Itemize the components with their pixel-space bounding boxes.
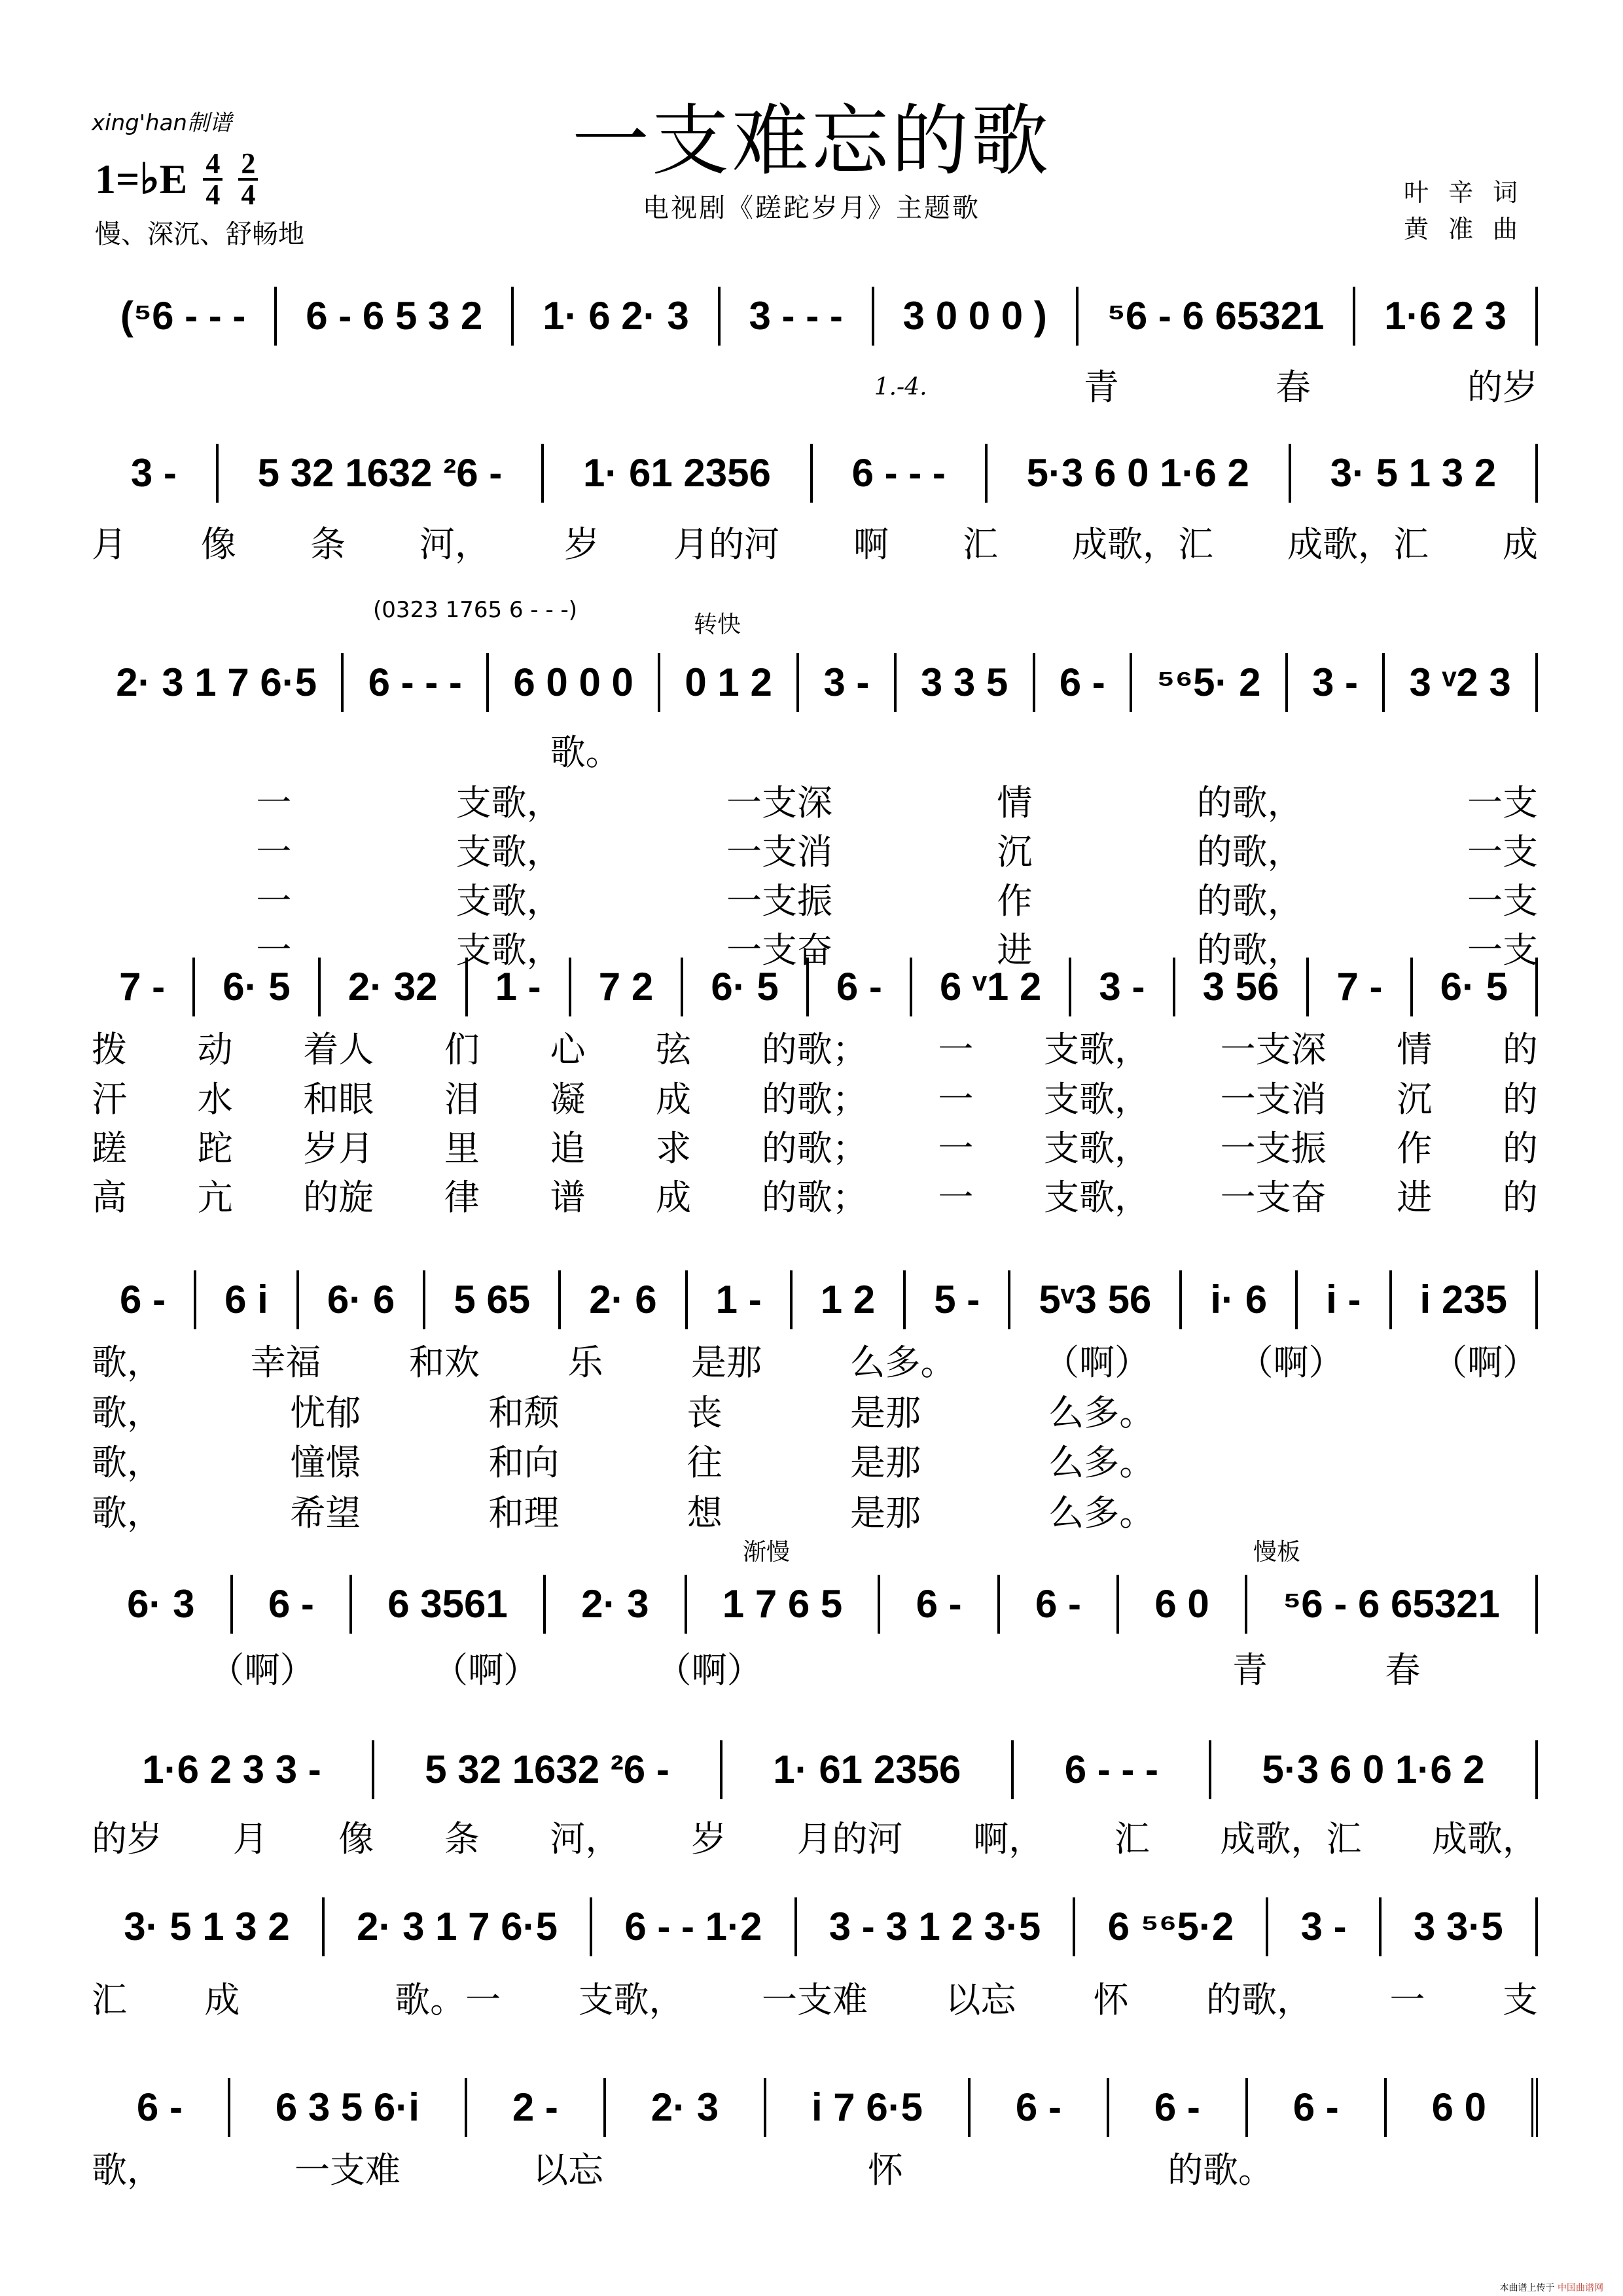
lyric-syllable: 青: [1083, 367, 1119, 408]
lyric-syllable: 成歌，汇: [1287, 524, 1429, 565]
lyric-syllable: 的岁: [92, 1818, 162, 1859]
lyric-syllable: 一支振: [1220, 1128, 1327, 1169]
slow-marking: 慢板: [1253, 1539, 1301, 1566]
measure: 6 0: [1119, 1575, 1247, 1634]
lyric-syllable: 亢: [197, 1177, 233, 1218]
measure: 0 1 2: [660, 653, 799, 712]
measure: ⁵6 - 6 65321: [1079, 287, 1356, 346]
lyric-syllable: 一支奋: [726, 929, 832, 971]
lyric-syllable: 支歌，: [1044, 1177, 1150, 1218]
measure: 1· 61 2356: [722, 1740, 1014, 1799]
lyric-syllable: 一支奋: [1220, 1177, 1327, 1218]
lyric-syllable: 一支消: [726, 831, 832, 872]
lyric-syllable: 歌。: [550, 732, 621, 773]
lyric-syllable: 一: [256, 929, 292, 971]
lyric-syllable: 河，: [419, 524, 490, 565]
staff-line: [92, 1897, 1538, 1956]
lyric-syllable: 丧: [687, 1392, 722, 1433]
staff-line: [92, 653, 1538, 712]
lyrics-line: [92, 1492, 1538, 1534]
measure: 6 -: [1248, 2078, 1387, 2137]
lyric-syllable: 的歌，: [1196, 782, 1303, 823]
measure: 3· 5 1 3 2: [1291, 444, 1538, 503]
lyric-syllable: 的歌；: [761, 1029, 868, 1070]
lyric-syllable: 憧憬: [290, 1442, 361, 1483]
lyric-syllable: 歌，: [92, 1342, 162, 1383]
lyrics-line: [92, 1029, 1538, 1071]
measure: (⁵6 - - -: [92, 287, 277, 346]
key-label: 1=♭E: [95, 156, 188, 202]
lyric-syllable: 歌，: [92, 1492, 162, 1534]
lyric-syllable: 一支振: [726, 880, 832, 922]
measure: 3 -: [1071, 958, 1175, 1016]
measure: 6 - - -: [813, 444, 988, 503]
lyric-syllable: 的歌。: [1168, 2149, 1274, 2191]
lyrics-line: [92, 1392, 1538, 1434]
measure: 3· 5 1 3 2: [92, 1897, 325, 1956]
time-top: 2: [238, 149, 258, 181]
measure: 6 i: [196, 1270, 299, 1329]
measure: 2· 3 1 7 6·5: [92, 653, 344, 712]
measure: 3 3 5: [897, 653, 1035, 712]
lyric-syllable: 一支难: [294, 2149, 401, 2191]
measure: 6 -: [809, 958, 912, 1016]
lyric-syllable: 一支难: [761, 1979, 868, 2020]
measure: i 7 6·5: [766, 2078, 971, 2137]
lyric-syllable: 支歌，: [1044, 1128, 1150, 1169]
lyric-syllable: 以忘: [533, 2149, 603, 2191]
lyricist-credit: 叶辛词: [1404, 178, 1538, 207]
lyric-syllable: 的歌，: [1196, 929, 1303, 971]
measure: 3 -: [799, 653, 897, 712]
measure: 2· 3 1 7 6·5: [325, 1897, 592, 1956]
measure: 6 -: [92, 1270, 196, 1329]
lyric-syllable: 沉: [997, 831, 1033, 872]
lyric-syllable: 条: [444, 1818, 480, 1859]
lyric-syllable: 的歌；: [761, 1177, 868, 1218]
measure: 6 3561: [352, 1575, 546, 1634]
lyric-syllable: 歌，: [92, 2149, 162, 2191]
measure: 3 - - -: [721, 287, 874, 346]
lyric-syllable: 的歌；: [761, 1128, 868, 1169]
lyric-syllable: 汗: [92, 1079, 127, 1120]
measure: i -: [1298, 1270, 1391, 1329]
measure: 7 -: [1309, 958, 1412, 1016]
lyric-syllable: 乐: [567, 1342, 603, 1383]
lyric-syllable: 歌，: [92, 1442, 162, 1483]
lyric-syllable: 歌。一: [395, 1979, 501, 2020]
measure: 7 -: [92, 958, 195, 1016]
measure: ⁵6 - 6 65321: [1247, 1575, 1538, 1634]
lyric-syllable: 支歌，: [1044, 1029, 1150, 1070]
lyric-syllable: 以忘: [945, 1979, 1016, 2020]
lyric-syllable: 心: [550, 1029, 586, 1070]
lyric-syllable: 一: [256, 782, 292, 823]
staff-line: [92, 1575, 1538, 1634]
lyrics-line: [92, 1649, 1538, 1691]
measure: 6· 5: [1413, 958, 1539, 1016]
lyric-syllable: 是那: [850, 1392, 921, 1433]
lyric-syllable: 春: [1275, 367, 1311, 408]
lyrics-line: [92, 1079, 1538, 1121]
lyric-syllable: 支歌，: [455, 880, 562, 922]
lyrics-line: [92, 732, 1538, 774]
lyric-syllable: 一支: [1467, 929, 1538, 971]
ritardando-marking: 渐慢: [743, 1539, 791, 1566]
lyric-syllable: 成: [1503, 524, 1538, 565]
lyric-syllable: 情: [1397, 1029, 1433, 1070]
lyric-syllable: 和理: [488, 1492, 560, 1534]
lyric-syllable: 的歌，: [1196, 880, 1303, 922]
measure: i 235: [1392, 1270, 1539, 1329]
staff-line: [92, 1740, 1538, 1799]
measure: 6 ᵛ1 2: [912, 958, 1071, 1016]
measure: 3 ᵛ2 3: [1385, 653, 1538, 712]
lyric-syllable: 谱: [550, 1177, 586, 1218]
measure: 1· 61 2356: [544, 444, 813, 503]
measure: 6 ⁵⁶5·2: [1075, 1897, 1268, 1956]
lyric-syllable: 泪: [444, 1079, 480, 1120]
lyric-syllable: 希望: [290, 1492, 361, 1534]
lyrics-line: [92, 1342, 1538, 1384]
measure: 6 -: [1109, 2078, 1248, 2137]
lyric-syllable: 和眼: [303, 1079, 374, 1120]
measure: 7 2: [571, 958, 684, 1016]
lyric-syllable: 么多。: [1048, 1492, 1155, 1534]
measure: 6 - - -: [1014, 1740, 1211, 1799]
song-title: 一支难忘的歌: [571, 96, 1051, 186]
transcriber-credit: xing'han制谱: [92, 110, 232, 136]
measure: 6 -: [880, 1575, 999, 1634]
lyric-syllable: 一: [256, 880, 292, 922]
lyric-syllable: 一支: [1467, 831, 1538, 872]
lyric-syllable: 一支消: [1220, 1079, 1327, 1120]
lyric-syllable: 春: [1385, 1649, 1421, 1691]
lyric-syllable: 汇: [1114, 1818, 1150, 1859]
measure: 6 3 5 6·i: [230, 2078, 467, 2137]
lyric-syllable: 岁: [564, 524, 599, 565]
footer-text: 本曲谱上传于: [1499, 2283, 1555, 2293]
lyric-syllable: 的旋: [303, 1177, 374, 1218]
lyric-syllable: 一: [938, 1029, 974, 1070]
measure: 5 65: [425, 1270, 561, 1329]
measure: ⁵⁶5· 2: [1132, 653, 1288, 712]
measure: 1 2: [793, 1270, 906, 1329]
lyrics-line: [92, 1818, 1538, 1860]
lyric-syllable: 怀: [1093, 1979, 1129, 2020]
staff-line: [92, 1270, 1538, 1329]
lyric-syllable: 一: [938, 1177, 974, 1218]
footer-brand: 中国曲谱网: [1558, 2283, 1603, 2293]
measure: 6· 5: [195, 958, 321, 1016]
measure: 6· 6: [299, 1270, 425, 1329]
measure: 3 3·5: [1382, 1897, 1538, 1956]
lyric-syllable: 情: [997, 782, 1033, 823]
lyric-syllable: 的: [1502, 1128, 1538, 1169]
lyric-syllable: 支歌，: [455, 831, 562, 872]
lyric-syllable: 一: [256, 831, 292, 872]
measure: 1·6 2 3 3 -: [92, 1740, 374, 1799]
lyric-syllable: 支: [1502, 1979, 1538, 2020]
lyric-syllable: 怀: [868, 2149, 903, 2191]
measure: 6 - - 1·2: [592, 1897, 796, 1956]
lyric-syllable: 的歌，: [1196, 831, 1303, 872]
lyric-syllable: 么多。: [1048, 1392, 1155, 1433]
lyrics-line: [92, 2149, 1538, 2191]
lyric-syllable: 作: [997, 880, 1033, 922]
lyric-syllable: 的歌，: [1206, 1979, 1313, 2020]
lyric-syllable: 里: [444, 1128, 480, 1169]
measure: 6 0: [1387, 2078, 1538, 2137]
tempo-marking: 慢、深沉、舒畅地: [95, 219, 304, 249]
lyric-syllable: 和欢: [409, 1342, 480, 1383]
staff-line: [92, 444, 1538, 503]
lyric-syllable: 的: [1502, 1177, 1538, 1218]
measure: 6 - 6 5 3 2: [277, 287, 514, 346]
measure: 1 -: [468, 958, 571, 1016]
lyric-syllable: 月: [92, 524, 127, 565]
measure: 1·6 2 3: [1355, 287, 1538, 346]
measure: 5·3 6 0 1·6 2: [1211, 1740, 1538, 1799]
lyric-syllable: 着人: [303, 1029, 374, 1070]
lyric-syllable: 凝: [550, 1079, 586, 1120]
measure: i· 6: [1182, 1270, 1298, 1329]
measure: 6 -: [92, 2078, 230, 2137]
lyrics-line: [92, 1442, 1538, 1484]
lyric-syllable: （啊）: [1044, 1342, 1150, 1383]
lyric-syllable: 支歌，: [1044, 1079, 1150, 1120]
lyric-syllable: 一支: [1467, 880, 1538, 922]
measure: 1 -: [688, 1270, 793, 1329]
lyric-syllable: 追: [550, 1128, 586, 1169]
footer: [1500, 2283, 1603, 2293]
lyric-syllable: 汇: [92, 1979, 127, 2020]
subtitle: 电视剧《蹉跎岁月》主题歌: [643, 193, 980, 223]
lyrics-line: [92, 831, 1538, 873]
measure: 5ᵛ3 56: [1010, 1270, 1182, 1329]
measure: 5 32 1632 ²6 -: [219, 444, 544, 503]
measure: 6 -: [1035, 653, 1133, 712]
lyric-syllable: 和向: [488, 1442, 560, 1483]
lyric-syllable: 蹉: [92, 1128, 127, 1169]
lyric-syllable: 岁月: [303, 1128, 374, 1169]
lyric-syllable: 成: [656, 1079, 692, 1120]
lyric-syllable: 成: [204, 1979, 240, 2020]
lyrics-line: [92, 782, 1538, 824]
lyric-syllable: 一: [1389, 1979, 1425, 2020]
measure: 5 -: [906, 1270, 1010, 1329]
measure: 6 -: [971, 2078, 1109, 2137]
lyric-syllable: （啊）: [1238, 1342, 1344, 1383]
lyric-syllable: 支歌，: [455, 782, 562, 823]
lyric-syllable: 啊，: [973, 1818, 1044, 1859]
lyric-syllable: 是那: [850, 1442, 921, 1483]
lyric-syllable: 是那: [691, 1342, 762, 1383]
staff-line: [92, 287, 1538, 346]
lyric-syllable: 水: [197, 1079, 233, 1120]
measure: 3 0 0 0 ): [874, 287, 1079, 346]
lyric-syllable: 进: [997, 929, 1033, 971]
time-top: 4: [203, 149, 223, 181]
lyric-syllable: 律: [444, 1177, 480, 1218]
lyric-syllable: 们: [444, 1029, 480, 1070]
lyric-syllable: 的: [1502, 1029, 1538, 1070]
measure: 2· 3: [606, 2078, 766, 2137]
lyric-syllable: 支歌，: [578, 1979, 685, 2020]
measure: 2 -: [467, 2078, 606, 2137]
lyric-syllable: 成歌，汇: [1072, 524, 1213, 565]
lyrics-line: [92, 524, 1538, 565]
lyric-syllable: 汇: [963, 524, 998, 565]
lyrics-line: [92, 1979, 1538, 2021]
faster-marking: 转快: [694, 611, 741, 638]
intro-annotation: (0323 1765 6 - - -): [373, 597, 578, 623]
lyric-syllable: 和颓: [488, 1392, 560, 1433]
measure: 6 -: [233, 1575, 352, 1634]
lyric-syllable: （啊）: [209, 1649, 315, 1691]
lyric-syllable: 歌，: [92, 1392, 162, 1433]
staff-line: [92, 2078, 1538, 2137]
measure: 3 - 3 1 2 3·5: [797, 1897, 1076, 1956]
lyric-syllable: 河，: [550, 1818, 621, 1859]
lyric-syllable: 么多。: [849, 1342, 956, 1383]
composer-credit: 黄准曲: [1404, 215, 1538, 243]
measure: 6 -: [1000, 1575, 1119, 1634]
lyric-syllable: 进: [1397, 1177, 1433, 1218]
lyric-syllable: 成: [656, 1177, 692, 1218]
lyric-syllable: 像: [338, 1818, 374, 1859]
lyric-syllable: 动: [197, 1029, 233, 1070]
lyric-syllable: （啊）: [1432, 1342, 1538, 1383]
lyric-syllable: 想: [687, 1492, 722, 1534]
lyric-syllable: 成歌，汇: [1220, 1818, 1362, 1859]
measure: 1· 6 2· 3: [514, 287, 720, 346]
lyrics-line: [92, 367, 1538, 408]
lyric-syllable: 幸福: [250, 1342, 321, 1383]
measure: 3 56: [1175, 958, 1310, 1016]
measure: 3 -: [1268, 1897, 1381, 1956]
measure: 6· 5: [683, 958, 809, 1016]
lyric-syllable: 高: [92, 1177, 127, 1218]
lyric-syllable: 弦: [656, 1029, 692, 1070]
lyrics-line: [92, 880, 1538, 922]
lyric-syllable: 像: [201, 524, 236, 565]
measure: 3 -: [1288, 653, 1385, 712]
lyric-syllable: 么多。: [1048, 1442, 1155, 1483]
lyric-syllable: 沉: [1397, 1079, 1433, 1120]
lyric-syllable: 月的河: [673, 524, 779, 565]
lyric-syllable: 岁: [690, 1818, 726, 1859]
measure: 6· 3: [92, 1575, 233, 1634]
lyric-syllable: 月: [232, 1818, 268, 1859]
measure: 2· 6: [561, 1270, 687, 1329]
lyric-syllable: 月的河: [796, 1818, 903, 1859]
lyric-syllable: 的: [1502, 1079, 1538, 1120]
measure: 2· 3: [546, 1575, 687, 1634]
lyric-syllable: 是那: [850, 1492, 921, 1534]
lyric-syllable: （啊）: [433, 1649, 539, 1691]
lyric-syllable: 一: [938, 1128, 974, 1169]
staff-line: [92, 958, 1538, 1016]
lyric-syllable: 拨: [92, 1029, 127, 1070]
lyrics-line: [92, 1177, 1538, 1219]
measure: 1 7 6 5: [687, 1575, 881, 1634]
lyric-syllable: 条: [310, 524, 346, 565]
lyric-syllable: 的歌；: [761, 1079, 868, 1120]
time-bottom: 4: [241, 179, 256, 211]
lyric-syllable: （啊）: [656, 1649, 762, 1691]
lyric-syllable: 青: [1232, 1649, 1268, 1691]
lyric-syllable: 啊: [853, 524, 889, 565]
measure: 5·3 6 0 1·6 2: [988, 444, 1291, 503]
measure: 6 - - -: [344, 653, 489, 712]
lyric-syllable: 支歌，: [455, 929, 562, 971]
lyric-syllable: 求: [656, 1128, 692, 1169]
measure: 6 0 0 0: [489, 653, 660, 712]
lyric-syllable: 一支深: [1220, 1029, 1327, 1070]
lyric-syllable: 一支: [1467, 782, 1538, 823]
measure: 5 32 1632 ²6 -: [374, 1740, 722, 1799]
lyric-syllable: 往: [687, 1442, 722, 1483]
lyric-syllable: 成歌，: [1431, 1818, 1538, 1859]
measure: 3 -: [92, 444, 219, 503]
lyrics-line: [92, 1128, 1538, 1170]
lyric-syllable: 跎: [197, 1128, 233, 1169]
time-bottom: 4: [205, 179, 221, 211]
lyric-syllable: 一: [938, 1079, 974, 1120]
lyric-syllable: 一支深: [726, 782, 832, 823]
lyric-syllable: 1.-4.: [874, 374, 927, 401]
lyric-syllable: 忧郁: [290, 1392, 361, 1433]
lyric-syllable: 作: [1397, 1128, 1433, 1169]
measure: 2· 32: [321, 958, 468, 1016]
lyric-syllable: 的岁: [1467, 367, 1538, 408]
